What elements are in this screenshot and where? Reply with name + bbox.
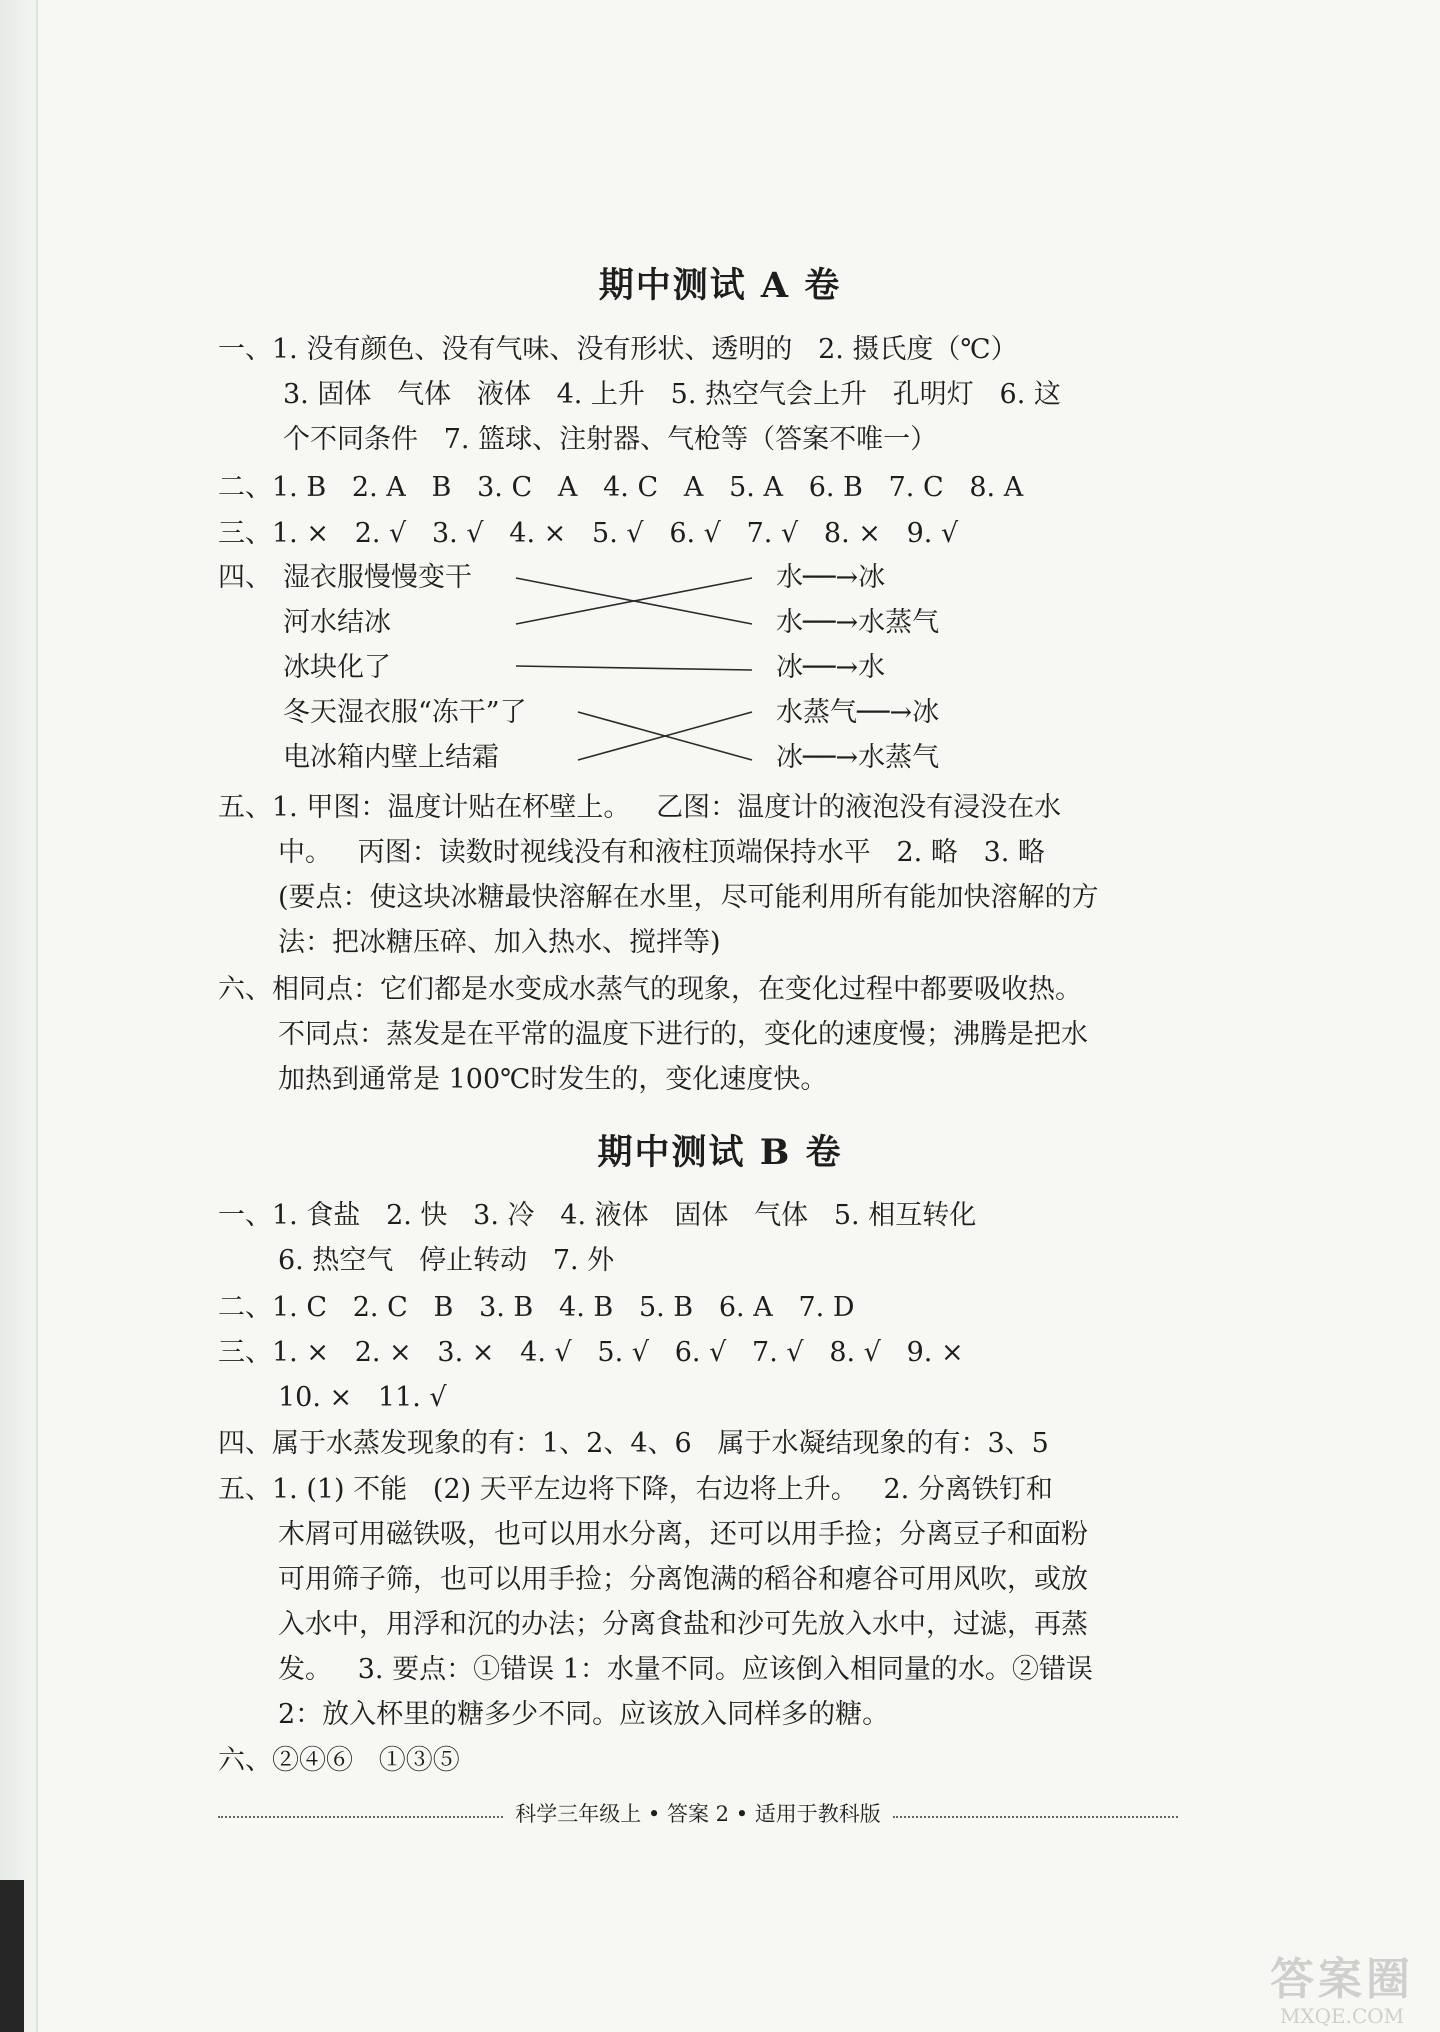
- a-q4-right-4: 水蒸气──→冰: [776, 697, 940, 728]
- footer-text: 科学三年级上 • 答案 2 • 适用于教科版: [515, 1802, 881, 1826]
- b-q1-line-2: 6. 热空气 停止转动 7. 外: [278, 1245, 615, 1276]
- a-q5-line-1: 五、1. 甲图：温度计贴在杯壁上。 乙图：温度计的液泡没有浸没在水: [218, 792, 1062, 823]
- watermark: [1252, 1955, 1432, 2027]
- b-q2-line: 二、1. C 2. C B 3. B 4. B 5. B 6. A 7. D: [218, 1292, 855, 1323]
- a-q4-left-3: 冰块化了: [283, 652, 391, 683]
- watermark-url: MXQE.COM: [1279, 2004, 1405, 2028]
- a-q4-right-3: 冰──→水: [776, 652, 886, 683]
- a-q4-left-2: 河水结冰: [283, 607, 391, 638]
- footer-dots-left: [218, 1816, 503, 1818]
- footer-dots-right: [893, 1816, 1178, 1818]
- page-footer: [218, 1798, 1178, 1828]
- a-q5-line-2: 中。 丙图：读数时视线没有和液柱顶端保持水平 2. 略 3. 略: [278, 837, 1045, 868]
- a-q3-line: 三、1. × 2. √ 3. √ 4. × 5. √ 6. √ 7. √ 8. × 9. √: [218, 518, 959, 549]
- a-q4-right-5: 冰──→水蒸气: [776, 742, 940, 773]
- b-q3-line-1: 三、1. × 2. × 3. × 4. √ 5. √ 6. √ 7. √ 8. √ 9. ×: [218, 1337, 964, 1368]
- match-line-3-3: [516, 666, 752, 670]
- a-q4-left-1: 湿衣服慢慢变干: [283, 562, 472, 593]
- b-q5-line-2: 木屑可用磁铁吸，也可以用水分离，还可以用手捡；分离豆子和面粉: [278, 1519, 1088, 1550]
- a-q4-right-1: 水──→冰: [776, 562, 886, 593]
- b-q3-line-2: 10. × 11. √: [278, 1382, 447, 1413]
- section-a-title: 期中测试 A 卷: [598, 265, 842, 306]
- a-q4-left-5: 电冰箱内壁上结霜: [283, 742, 499, 773]
- b-q5-line-1: 五、1. (1) 不能 (2) 天平左边将下降，右边将上升。 2. 分离铁钉和: [218, 1474, 1053, 1505]
- b-q5-line-6: 2：放入杯里的糖多少不同。应该放入同样多的糖。: [278, 1699, 890, 1730]
- b-q5-line-4: 入水中，用浮和沉的办法；分离食盐和沙可先放入水中，过滤，再蒸: [278, 1609, 1088, 1640]
- a-q5-line-4: 法：把冰糖压碎、加入热水、搅拌等): [278, 927, 721, 958]
- watermark-logo: 答案圈: [1270, 1954, 1414, 2005]
- a-q1-line-2: 3. 固体 气体 液体 4. 上升 5. 热空气会上升 孔明灯 6. 这: [283, 379, 1061, 410]
- a-q2-line: 二、1. B 2. A B 3. C A 4. C A 5. A 6. B 7. C 8. A: [218, 472, 1024, 503]
- a-q5-line-3: (要点：使这块冰糖最快溶解在水里，尽可能利用所有能加快溶解的方: [278, 882, 1099, 913]
- b-q5-line-5: 发。 3. 要点：①错误 1：水量不同。应该倒入相同量的水。②错误: [278, 1654, 1093, 1685]
- b-q1-line-1: 一、1. 食盐 2. 快 3. 冷 4. 液体 固体 气体 5. 相互转化: [218, 1200, 977, 1231]
- a-q1-line-3: 个不同条件 7. 篮球、注射器、气枪等（答案不唯一）: [283, 424, 938, 455]
- a-q6-line-2: 不同点：蒸发是在平常的温度下进行的，变化的速度慢；沸腾是把水: [278, 1019, 1088, 1050]
- a-q6-line-1: 六、相同点：它们都是水变成水蒸气的现象，在变化过程中都要吸收热。: [218, 974, 1082, 1005]
- a-q4-prefix: 四、: [218, 562, 272, 593]
- a-q4-right-2: 水──→水蒸气: [776, 607, 940, 638]
- a-q4-left-4: 冬天湿衣服“冻干”了: [283, 697, 527, 728]
- b-q6-line: 六、②④⑥ ①③⑤: [218, 1745, 460, 1776]
- b-q5-line-3: 可用筛子筛，也可以用手捡；分离饱满的稻谷和瘪谷可用风吹，或放: [278, 1564, 1088, 1595]
- b-q4-line: 四、属于水蒸发现象的有：1、2、4、6 属于水凝结现象的有：3、5: [218, 1428, 1049, 1459]
- section-b-title: 期中测试 B 卷: [597, 1132, 843, 1173]
- a-q6-line-3: 加热到通常是 100℃时发生的，变化速度快。: [278, 1064, 828, 1095]
- a-q1-line-1: 一、1. 没有颜色、没有气味、没有形状、透明的 2. 摄氏度（℃）: [218, 334, 1018, 365]
